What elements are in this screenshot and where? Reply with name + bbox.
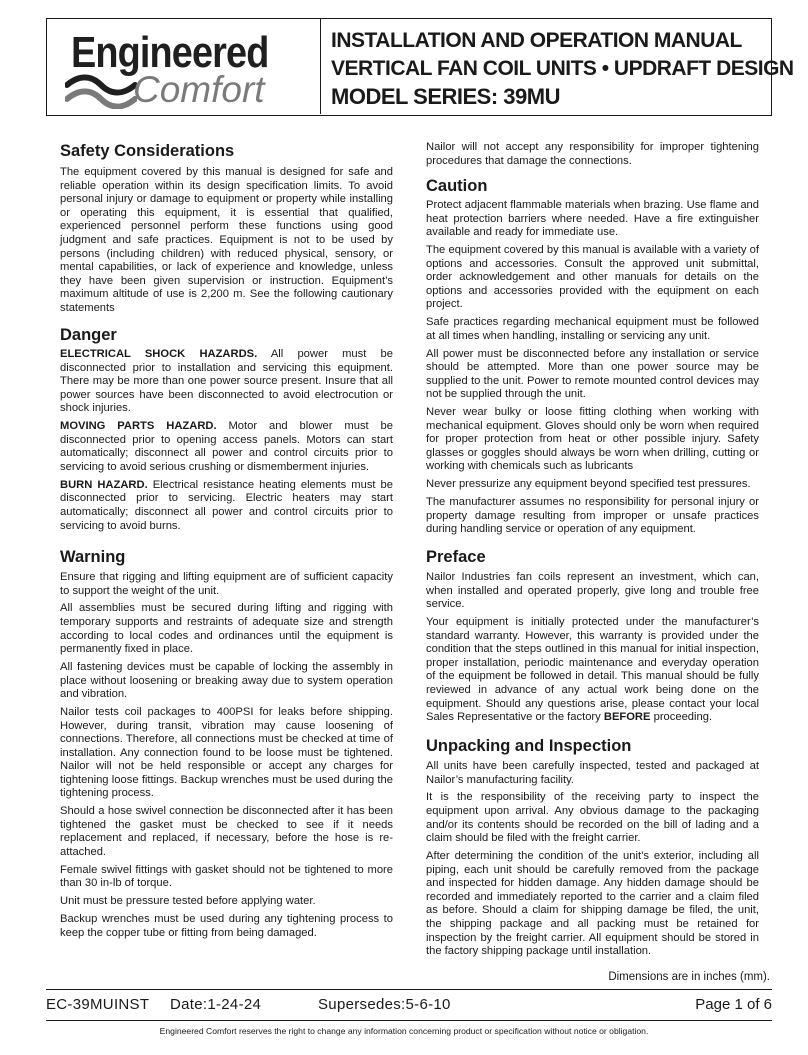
electrical-hazard-text: All power must be disconnected prior to installation and servicing this equipment. There may be more than one power source present. Insure that all power sources have been disconnected to avoid electrocution or shock injuries. <box>60 348 393 415</box>
manual-title <box>331 27 794 111</box>
warning-paragraph-4: Nailor tests coil packages to 400PSI for leaks before shipping. However, during transit, vibration may cause loosening of connections. Therefore, all connections must be checked at time of installation. Any connection found to be loose must be tightened. Nailor will not be held responsible or accept any charges for tightening loose fittings. Backup wrenches must be used during the tightening process. <box>60 705 393 800</box>
warning-paragraph-3: All fastening devices must be capable of locking the assembly in place without loosening or breaking away due to system operation and vibration. <box>60 660 393 701</box>
preface-p2-text: Your equipment is initially protected under the manufacturer’s standard warranty. However, this warranty is provided under the condition that the steps outlined in this manual for initial inspection, proper installation, periodic maintenance and everyday operation of the equipment be followed in detail. This manual should be fully reviewed in advance of any actual work being done on the equipment. Should any questions arise, please contact your local Sales Representative or the factory <box>426 615 759 724</box>
preface-p2-end: proceeding. <box>650 711 713 724</box>
warning-paragraph-5: Should a hose swivel connection be disconnected after it has been tightened the gasket must be checked to see if it needs replacement and replaced, if necessary, before the hose is re-attached. <box>60 805 393 859</box>
doc-number: EC-39MUINST <box>46 996 150 1013</box>
warning-paragraph-1: Ensure that rigging and lifting equipment are of sufficient capacity to support the weight of the unit. <box>60 571 393 597</box>
warning-section <box>60 547 393 944</box>
intro-section <box>426 141 759 172</box>
caution-paragraph-5: Never wear bulky or loose fitting clothing when working with mechanical equipment. Gloves should only be worn when required for proper protection from heat or other possible injury. Safety glasses or goggles should always be worn when drilling, cutting or working with chemicals such as lubricants <box>426 406 759 473</box>
header-box <box>46 18 794 116</box>
danger-heading: Danger <box>60 326 117 344</box>
unpacking-paragraph-1: All units have been carefully inspected, tested and packaged at Nailor’s manufacturing facility. <box>426 760 759 786</box>
title-line-3: MODEL SERIES: 39MU <box>331 84 560 109</box>
warning-paragraph-6: Female swivel fittings with gasket should not be tightened to more than 30 in-lb of torque. <box>60 863 393 890</box>
preface-section <box>426 547 759 729</box>
doc-date: Date:1-24-24 <box>170 996 262 1013</box>
logo <box>47 19 321 114</box>
footer-top-rule <box>46 989 772 990</box>
logo-wave-icon <box>65 73 137 109</box>
unpacking-paragraph-2: It is the responsibility of the receiving party to inspect the equipment upon arrival. Any obvious damage to the packaging and/or its contents should be recorded on the bill of lading and a claim should be filed with the freight carrier. <box>426 791 759 845</box>
caution-paragraph-6: Never pressurize any equipment beyond specified test pressures. <box>426 478 751 491</box>
unpacking-section <box>426 736 759 963</box>
logo-comfort-text: Comfort <box>133 69 265 110</box>
unpacking-heading: Unpacking and Inspection <box>426 737 632 755</box>
safety-heading: Safety Considerations <box>60 142 235 160</box>
page-number: Page 1 of 6 <box>695 996 772 1013</box>
preface-paragraph-2 <box>426 616 759 725</box>
burn-hazard-text: Electrical resistance heating elements must be disconnected prior to servicing. Electric heaters may start automatically; disconnect all power and control circuits prior to servicing to avoid burns. <box>60 478 393 532</box>
moving-parts-label: MOVING PARTS HAZARD. <box>60 420 217 433</box>
caution-paragraph-1: Protect adjacent flammable materials when brazing. Use flame and heat protection barriers where needed. Have a fire extinguisher available and ready for immediate use. <box>426 199 759 239</box>
dimensions-note: Dimensions are in inches (mm). <box>608 971 770 983</box>
doc-supersedes: Supersedes:5-6-10 <box>318 996 451 1013</box>
danger-section <box>60 325 393 537</box>
warning-heading: Warning <box>60 548 126 566</box>
moving-parts-text: Motor and blower must be disconnected prior to opening access panels. Motors can start automatically; disconnect all power and control circuits prior to servicing to avoid serious crushing or dismemberment injuries. <box>60 420 393 473</box>
safety-paragraph: The equipment covered by this manual is designed for safe and reliable operation within its design specification limits. To avoid personal injury or damage to equipment or property while installing or operating this equipment, it is essential that qualified, experienced personnel perform these functions using good judgment and safe practices. Equipment is not to be used by persons (including children) with reduced physical, sensory, or mental capabilities, or lack of experience and knowledge, unless they have been given supervision or instruction. Equipment’s maximum altitude of use is 2,200 m. See the following cautionary statements <box>60 166 393 314</box>
caution-paragraph-7: The manufacturer assumes no responsibility for personal injury or property damage resulting from improper or unsafe practices during handling service or operation of any equipment. <box>426 496 759 536</box>
warning-paragraph-7: Unit must be pressure tested before applying water. <box>60 895 316 908</box>
title-line-1: INSTALLATION AND OPERATION MANUAL <box>331 29 742 52</box>
warning-paragraph-2: All assemblies must be secured during lifting and rigging with temporary supports and restraints of adequate size and strength according to local codes and ordinances until the equipment is permanently fixed in place. <box>60 602 393 656</box>
caution-heading: Caution <box>426 177 488 195</box>
caution-paragraph-3: Safe practices regarding mechanical equipment must be followed at all times when handling, installing or servicing any unit. <box>426 316 759 342</box>
unpacking-paragraph-3: After determining the condition of the unit’s exterior, including all piping, each unit should be carefully removed from the package and inspected for hidden damage. Any hidden damage should be recorded and immediately reported to the carrier and a claim filed as before. Should a claim for shipping damage be filed, the unit, the shipping package and all packing must be retained for inspection by the freight carrier. All equipment should be stored in the factory shipping package until installation. <box>426 849 759 958</box>
warning-paragraph-8: Backup wrenches must be used during any tightening process to keep the copper tube or fitting from being damaged. <box>60 912 393 939</box>
danger-paragraph-3 <box>60 479 393 533</box>
danger-paragraph-2 <box>60 420 393 474</box>
logo-engineered-text: Engineered <box>71 28 269 77</box>
preface-paragraph-1: Nailor Industries fan coils represent an investment, which can, when installed and operated properly, give long and trouble free service. <box>426 571 759 611</box>
footer-bar <box>46 996 772 1018</box>
safety-section <box>60 141 393 320</box>
danger-paragraph-1 <box>60 348 393 416</box>
footer-bottom-rule <box>46 1020 772 1021</box>
title-line-2: VERTICAL FAN COIL UNITS • UPDRAFT DESIGN <box>331 57 794 80</box>
preface-before-bold: BEFORE <box>603 711 651 724</box>
disclaimer: Engineered Comfort reserves the right to change any information concerning product or specification without notice or obligation. <box>159 1026 649 1036</box>
caution-section <box>426 176 759 541</box>
preface-heading: Preface <box>426 548 486 566</box>
electrical-hazard-label: ELECTRICAL SHOCK HAZARDS. <box>60 348 258 360</box>
burn-hazard-label: BURN HAZARD. <box>60 478 148 491</box>
intro-paragraph: Nailor will not accept any responsibility for improper tightening procedures that damage the connections. <box>426 141 759 167</box>
caution-paragraph-4: All power must be disconnected before any installation or service should be attempted. More than one power source may be supplied to the unit. Power to remote mounted control devices may not be supplied through the unit. <box>426 347 759 401</box>
caution-paragraph-2: The equipment covered by this manual is available with a variety of options and accessories. Consult the approved unit submittal, order acknowledgement and other manuals for details on the options and accessories provided with the equipment on each project. <box>426 243 759 311</box>
